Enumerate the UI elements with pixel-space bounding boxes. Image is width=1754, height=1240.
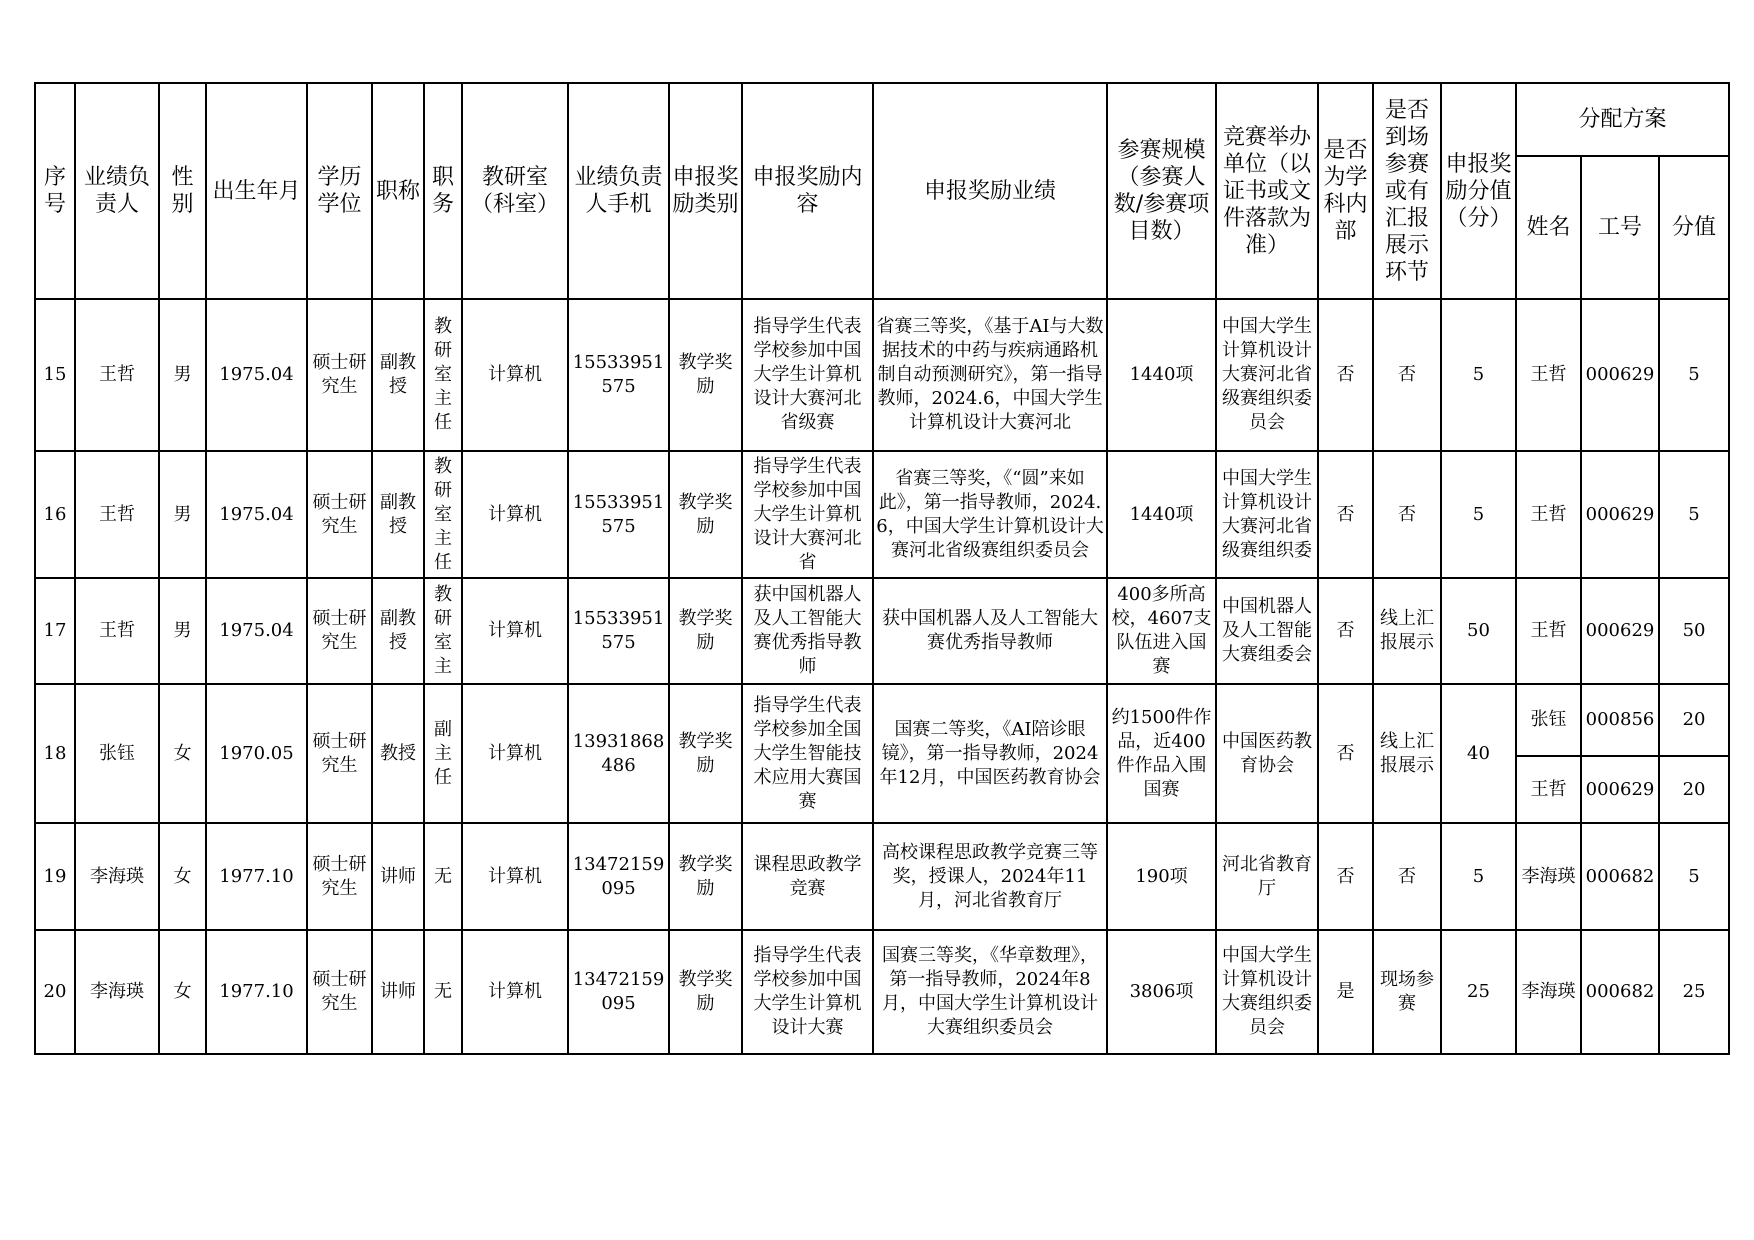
cell-dist-id: 000682 [1581, 930, 1659, 1054]
header-position: 职务 [424, 83, 462, 299]
table-row [35, 930, 1729, 1054]
cell-department: 计算机 [462, 684, 568, 823]
cell-achievement: 省赛三等奖，《基于AI与大数据技术的中药与疾病通路机制自动预测研究》，第一指导教师，2024.6，中国大学生计算机设计大赛河北 [873, 299, 1107, 451]
cell-achievement: 国赛二等奖，《AI陪诊眼镜》，第一指导教师，2024年12月，中国医药教育协会 [873, 684, 1107, 823]
cell-seq: 17 [35, 578, 75, 684]
cell-onsite: 否 [1373, 823, 1441, 930]
cell-onsite: 线上汇报展示 [1373, 578, 1441, 684]
cell-department: 计算机 [462, 578, 568, 684]
cell-award-type: 教学奖励 [669, 299, 742, 451]
cell-achievement: 获中国机器人及人工智能大赛优秀指导教师 [873, 578, 1107, 684]
cell-department: 计算机 [462, 299, 568, 451]
cell-internal: 否 [1318, 823, 1373, 930]
header-gender: 性别 [159, 83, 206, 299]
cell-achievement: 高校课程思政教学竞赛三等奖，授课人，2024年11月，河北省教育厅 [873, 823, 1107, 930]
cell-dist-name: 王哲 [1516, 578, 1581, 684]
cell-dist-points: 5 [1659, 299, 1729, 451]
header-points: 申报奖励分值（分） [1441, 83, 1516, 299]
cell-organizer: 中国大学生计算机设计大赛河北省级赛组织委员会 [1216, 299, 1318, 451]
cell-education: 硕士研究生 [307, 684, 372, 823]
cell-birth: 1975.04 [206, 578, 307, 684]
cell-dist-points: 25 [1659, 930, 1729, 1054]
cell-dist-id: 000629 [1581, 578, 1659, 684]
cell-internal: 否 [1318, 578, 1373, 684]
cell-phone: 15533951575 [568, 578, 669, 684]
cell-points: 5 [1441, 299, 1516, 451]
cell-seq: 19 [35, 823, 75, 930]
cell-scale: 约1500件作品，近400件作品入围国赛 [1107, 684, 1216, 823]
cell-position: 无 [424, 823, 462, 930]
cell-birth: 1975.04 [206, 451, 307, 578]
cell-birth: 1975.04 [206, 299, 307, 451]
cell-position: 教研室主 [424, 578, 462, 684]
table-row [35, 823, 1729, 930]
header-birth: 出生年月 [206, 83, 307, 299]
header-dist-id: 工号 [1581, 156, 1659, 299]
cell-award-type: 教学奖励 [669, 578, 742, 684]
cell-organizer: 中国大学生计算机设计大赛河北省级赛组织委 [1216, 451, 1318, 578]
cell-dist-points: 5 [1659, 451, 1729, 578]
cell-title: 副教授 [372, 299, 424, 451]
cell-award-type: 教学奖励 [669, 451, 742, 578]
header-education: 学历学位 [307, 83, 372, 299]
cell-gender: 男 [159, 299, 206, 451]
cell-points: 5 [1441, 823, 1516, 930]
header-scale: 参赛规模（参赛人数/参赛项目数） [1107, 83, 1216, 299]
cell-internal: 否 [1318, 451, 1373, 578]
header-organizer: 竞赛举办单位（以证书或文件落款为准） [1216, 83, 1318, 299]
cell-award-type: 教学奖励 [669, 930, 742, 1054]
cell-birth: 1977.10 [206, 823, 307, 930]
cell-birth: 1970.05 [206, 684, 307, 823]
cell-award-content: 指导学生代表学校参加中国大学生计算机设计大赛 [742, 930, 873, 1054]
cell-dist-id: 000629 [1581, 299, 1659, 451]
table-row [35, 684, 1729, 756]
cell-owner: 李海瑛 [75, 823, 159, 930]
header-achievement: 申报奖励业绩 [873, 83, 1107, 299]
header-dist-points: 分值 [1659, 156, 1729, 299]
cell-title: 讲师 [372, 823, 424, 930]
cell-education: 硕士研究生 [307, 823, 372, 930]
cell-dist-id: 000682 [1581, 823, 1659, 930]
cell-award-content: 指导学生代表学校参加全国大学生智能技术应用大赛国赛 [742, 684, 873, 823]
cell-dist-name: 张钰 [1516, 684, 1581, 756]
cell-dist-points: 50 [1659, 578, 1729, 684]
cell-position: 教研室主任 [424, 299, 462, 451]
cell-dist-name: 王哲 [1516, 756, 1581, 823]
table-row [35, 299, 1729, 451]
cell-achievement: 国赛三等奖，《华章数理》，第一指导教师，2024年8月，中国大学生计算机设计大赛组织委员会 [873, 930, 1107, 1054]
cell-seq: 15 [35, 299, 75, 451]
cell-birth: 1977.10 [206, 930, 307, 1054]
cell-department: 计算机 [462, 451, 568, 578]
header-onsite: 是否到场参赛或有汇报展示环节 [1373, 83, 1441, 299]
cell-organizer: 中国机器人及人工智能大赛组委会 [1216, 578, 1318, 684]
cell-dist-id: 000629 [1581, 756, 1659, 823]
cell-award-content: 课程思政教学竞赛 [742, 823, 873, 930]
cell-internal: 否 [1318, 299, 1373, 451]
cell-department: 计算机 [462, 930, 568, 1054]
cell-gender: 女 [159, 823, 206, 930]
cell-dist-points: 20 [1659, 684, 1729, 756]
cell-points: 5 [1441, 451, 1516, 578]
cell-award-type: 教学奖励 [669, 823, 742, 930]
header-owner: 业绩负责人 [75, 83, 159, 299]
cell-award-type: 教学奖励 [669, 684, 742, 823]
cell-gender: 女 [159, 684, 206, 823]
cell-points: 50 [1441, 578, 1516, 684]
header-award-content: 申报奖励内容 [742, 83, 873, 299]
table-row [35, 451, 1729, 578]
cell-scale: 3806项 [1107, 930, 1216, 1054]
cell-title: 教授 [372, 684, 424, 823]
cell-award-content: 指导学生代表学校参加中国大学生计算机设计大赛河北省 [742, 451, 873, 578]
cell-points: 25 [1441, 930, 1516, 1054]
header-title: 职称 [372, 83, 424, 299]
cell-dist-id: 000629 [1581, 451, 1659, 578]
cell-education: 硕士研究生 [307, 930, 372, 1054]
header-distribution: 分配方案 [1516, 83, 1729, 156]
cell-owner: 王哲 [75, 299, 159, 451]
cell-organizer: 中国大学生计算机设计大赛组织委员会 [1216, 930, 1318, 1054]
header-internal: 是否为学科内部 [1318, 83, 1373, 299]
cell-dist-name: 李海瑛 [1516, 823, 1581, 930]
cell-title: 讲师 [372, 930, 424, 1054]
cell-gender: 男 [159, 578, 206, 684]
cell-phone: 15533951575 [568, 299, 669, 451]
cell-dist-id: 000856 [1581, 684, 1659, 756]
cell-gender: 女 [159, 930, 206, 1054]
cell-dist-name: 王哲 [1516, 451, 1581, 578]
cell-scale: 190项 [1107, 823, 1216, 930]
cell-scale: 1440项 [1107, 299, 1216, 451]
cell-dist-name: 王哲 [1516, 299, 1581, 451]
cell-phone: 13931868486 [568, 684, 669, 823]
cell-onsite: 否 [1373, 299, 1441, 451]
cell-phone: 13472159095 [568, 930, 669, 1054]
header-dist-name: 姓名 [1516, 156, 1581, 299]
header-phone: 业绩负责人手机 [568, 83, 669, 299]
cell-owner: 王哲 [75, 578, 159, 684]
cell-owner: 王哲 [75, 451, 159, 578]
cell-seq: 18 [35, 684, 75, 823]
header-department: 教研室（科室） [462, 83, 568, 299]
cell-title: 副教授 [372, 578, 424, 684]
cell-scale: 400多所高校，4607支队伍进入国赛 [1107, 578, 1216, 684]
cell-points: 40 [1441, 684, 1516, 823]
cell-title: 副教授 [372, 451, 424, 578]
cell-education: 硕士研究生 [307, 578, 372, 684]
cell-dist-points: 20 [1659, 756, 1729, 823]
cell-phone: 13472159095 [568, 823, 669, 930]
cell-onsite: 现场参赛 [1373, 930, 1441, 1054]
cell-position: 副主任 [424, 684, 462, 823]
cell-seq: 20 [35, 930, 75, 1054]
cell-award-content: 获中国机器人及人工智能大赛优秀指导教师 [742, 578, 873, 684]
cell-owner: 张钰 [75, 684, 159, 823]
cell-onsite: 线上汇报展示 [1373, 684, 1441, 823]
cell-organizer: 河北省教育厅 [1216, 823, 1318, 930]
award-table [34, 82, 1730, 1055]
cell-dist-points: 5 [1659, 823, 1729, 930]
cell-position: 教研室主任 [424, 451, 462, 578]
cell-education: 硕士研究生 [307, 299, 372, 451]
cell-internal: 否 [1318, 684, 1373, 823]
cell-seq: 16 [35, 451, 75, 578]
cell-onsite: 否 [1373, 451, 1441, 578]
cell-internal: 是 [1318, 930, 1373, 1054]
cell-phone: 15533951575 [568, 451, 669, 578]
cell-education: 硕士研究生 [307, 451, 372, 578]
cell-scale: 1440项 [1107, 451, 1216, 578]
cell-organizer: 中国医药教育协会 [1216, 684, 1318, 823]
cell-award-content: 指导学生代表学校参加中国大学生计算机设计大赛河北省级赛 [742, 299, 873, 451]
cell-position: 无 [424, 930, 462, 1054]
cell-dist-name: 李海瑛 [1516, 930, 1581, 1054]
header-seq: 序号 [35, 83, 75, 299]
header-award-type: 申报奖励类别 [669, 83, 742, 299]
cell-gender: 男 [159, 451, 206, 578]
cell-owner: 李海瑛 [75, 930, 159, 1054]
table-row [35, 578, 1729, 684]
cell-achievement: 省赛三等奖，《“圆”来如此》，第一指导教师，2024.6，中国大学生计算机设计大赛河北省级赛组织委员会 [873, 451, 1107, 578]
cell-department: 计算机 [462, 823, 568, 930]
